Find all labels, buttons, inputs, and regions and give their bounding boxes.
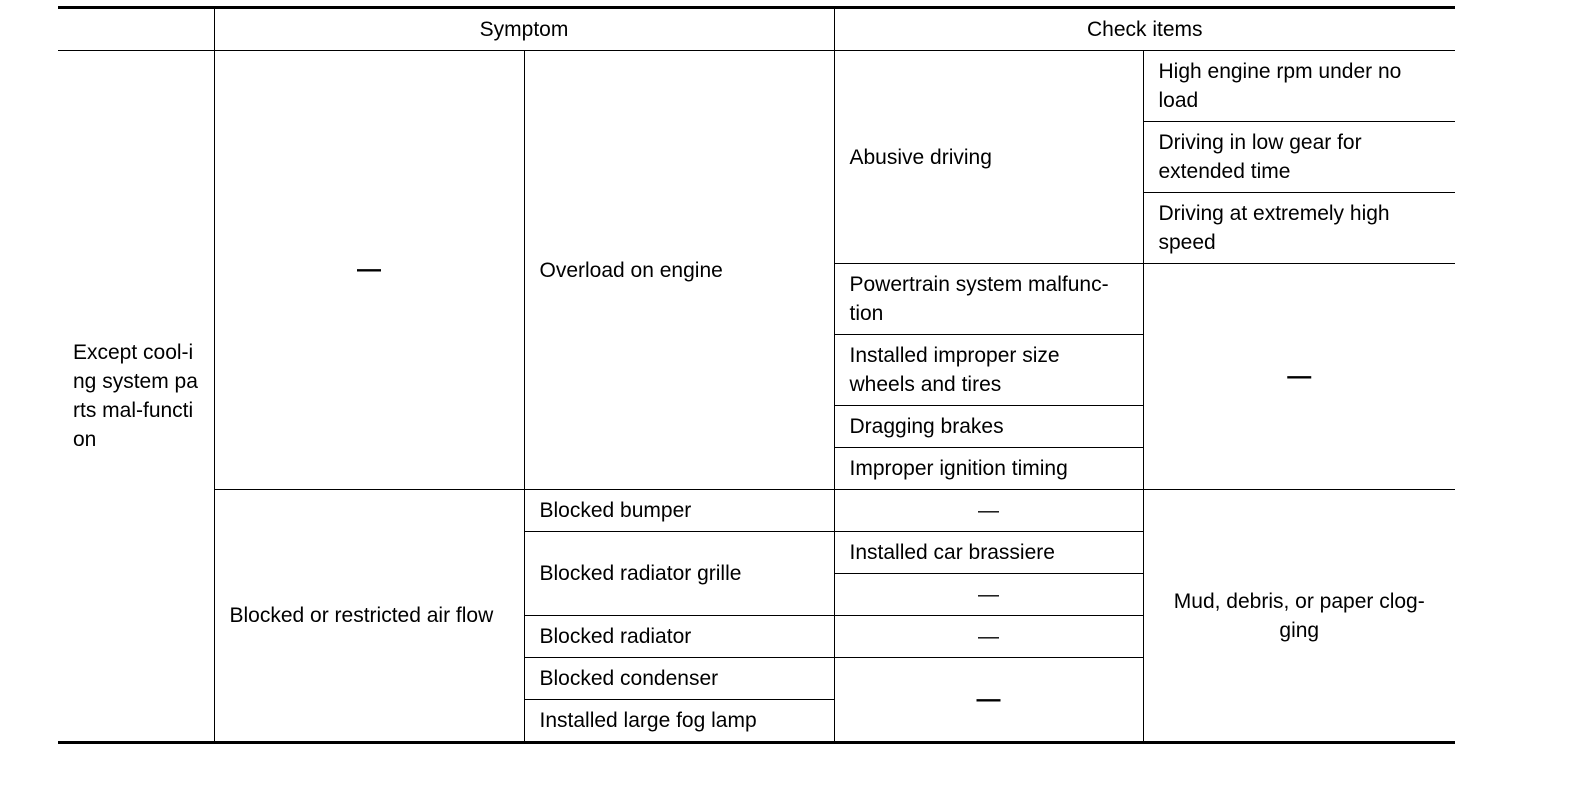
abusive-item-3: Driving at extremely high speed: [1143, 193, 1455, 264]
other-cause-4: Improper ignition timing: [834, 448, 1143, 490]
dash-mark: —: [978, 583, 999, 606]
table-row: [58, 490, 1455, 532]
condenser-fog-check: [834, 658, 1143, 743]
blocked-condenser: Blocked condenser: [524, 658, 834, 700]
fog-lamp: Installed large fog lamp: [524, 700, 834, 743]
overload-symptom-main: [214, 51, 524, 490]
blocked-bumper: Blocked bumper: [524, 490, 834, 532]
grille-check-2: [834, 574, 1143, 616]
table-row: [58, 51, 1455, 122]
blocked-grille: Blocked radiator grille: [524, 532, 834, 616]
dash-mark: —: [1287, 362, 1312, 390]
abusive-item-1: High engine rpm under no load: [1143, 51, 1455, 122]
airflow-symptom-main: Blocked or restricted air flow: [214, 490, 524, 743]
other-cause-1: Powertrain system malfunc-tion: [834, 264, 1143, 335]
other-check-cell: [1143, 264, 1455, 490]
grille-check-1: Installed car brassiere: [834, 532, 1143, 574]
other-cause-3: Dragging brakes: [834, 406, 1143, 448]
abusive-item-2: Driving in low gear for extended time: [1143, 122, 1455, 193]
blocked-bumper-check: [834, 490, 1143, 532]
other-cause-2: Installed improper size wheels and tires: [834, 335, 1143, 406]
category-label: Except cool-ing system parts mal-function: [73, 341, 198, 451]
header-blank: [58, 8, 214, 51]
dash-mark: —: [357, 256, 381, 283]
dash-mark: —: [978, 625, 999, 648]
abusive-driving-cell: Abusive driving: [834, 51, 1143, 264]
blocked-radiator: Blocked radiator: [524, 616, 834, 658]
dash-mark: —: [978, 499, 999, 522]
category-cell: [58, 51, 214, 743]
header-symptom: Symptom: [214, 8, 834, 51]
cooling-diagnosis-table: [58, 6, 1455, 744]
mud-debris-cell: Mud, debris, or paper clog-ging: [1143, 490, 1455, 743]
overload-symptom-sub: Overload on engine: [524, 51, 834, 490]
header-check-items: Check items: [834, 8, 1455, 51]
header-row: [58, 8, 1455, 51]
radiator-check: [834, 616, 1143, 658]
dash-mark: —: [976, 685, 1001, 713]
